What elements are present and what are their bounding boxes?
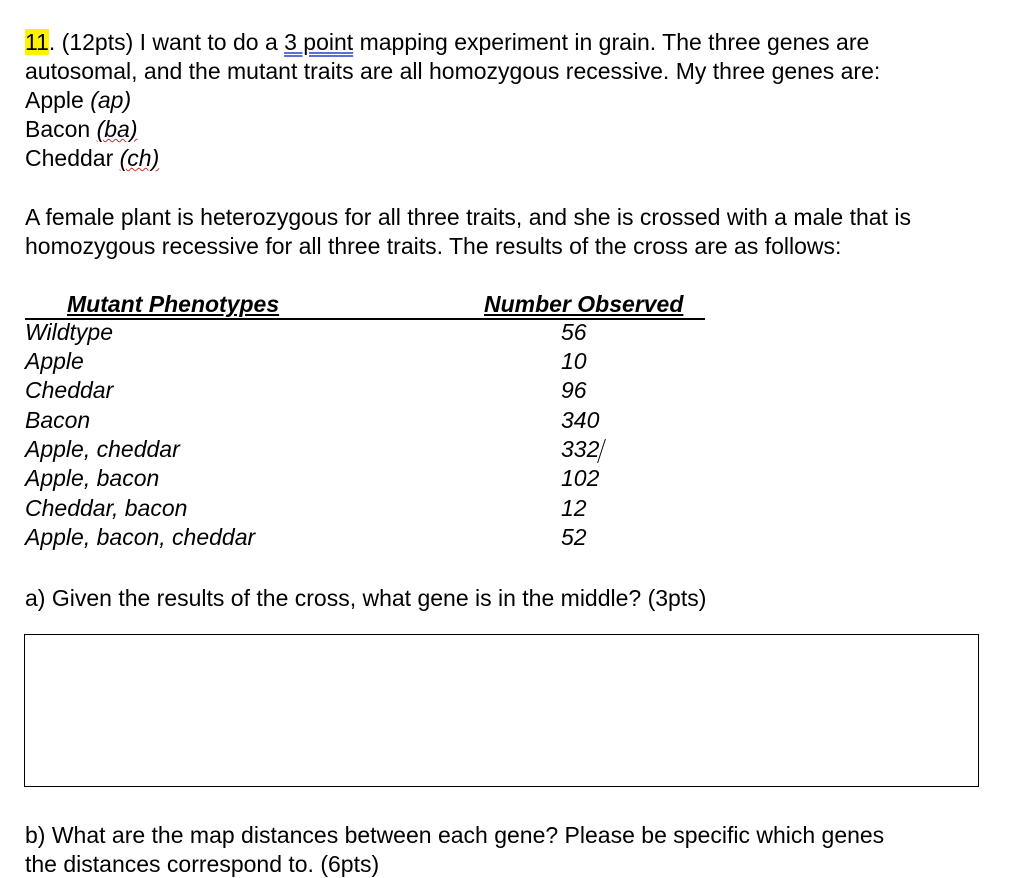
col-header-number-observed: Number Observed (484, 291, 684, 317)
table-row (25, 464, 705, 493)
count-cell: 340 (561, 407, 600, 433)
count-cell-with-cursor (561, 435, 602, 464)
table-row (25, 494, 705, 523)
table-header (25, 290, 705, 320)
gene-apple (25, 86, 131, 114)
part-a-prompt: a) Given the results of the cross, what gene is in the middle? (3pts) (25, 585, 707, 611)
gene-bacon (25, 115, 138, 143)
part-a-answer-box[interactable] (24, 634, 979, 787)
count-cell: 96 (561, 377, 587, 403)
three-point-link[interactable]: 3 point (284, 29, 354, 55)
phenotype-cell: Apple, bacon, cheddar (25, 524, 256, 550)
count-cell: 56 (561, 319, 587, 345)
phenotype-cell: Cheddar (25, 377, 114, 403)
count-cell: 52 (561, 524, 587, 550)
table-row (25, 347, 705, 376)
col-header-phenotypes: Mutant Phenotypes (67, 291, 280, 317)
count-cell: 10 (561, 348, 587, 374)
question-intro-line-2: autosomal, and the mutant traits are all homozygous recessive. My three genes are: (25, 58, 881, 84)
phenotype-cell: Apple, cheddar (25, 436, 180, 462)
gene-symbol: (ap) (90, 87, 132, 113)
table-row (25, 523, 705, 552)
intro-text-1: . (12pts) I want to do a (48, 29, 285, 55)
part-b-prompt-line-1: b) What are the map distances between each gene? Please be specific which genes (25, 822, 885, 848)
table-row (25, 406, 705, 435)
phenotype-cell: Apple, bacon (25, 465, 160, 491)
intro-text-2: mapping experiment in grain. The three genes are (353, 29, 870, 55)
gene-symbol: (ch) (119, 145, 160, 171)
gene-cheddar (25, 144, 159, 172)
phenotype-cell: Bacon (25, 407, 91, 433)
table-row (25, 435, 705, 464)
cross-description-line-1: A female plant is heterozygous for all three traits, and she is crossed with a male that is (25, 204, 911, 230)
phenotype-cell: Wildtype (25, 319, 113, 345)
gene-name: Bacon (25, 116, 91, 142)
gene-symbol: (ba) (96, 116, 138, 142)
cross-description-line-2: homozygous recessive for all three traits. The results of the cross are as follows: (25, 233, 842, 259)
question-intro-line-1 (25, 28, 869, 56)
phenotype-cell: Cheddar, bacon (25, 495, 188, 521)
phenotype-cell: Apple (25, 348, 84, 374)
table-row (25, 318, 705, 347)
part-b-prompt-line-2: the distances correspond to. (6pts) (25, 851, 380, 877)
gene-name: Apple (25, 87, 84, 113)
count-cell: 102 (561, 465, 600, 491)
question-number: 11 (25, 29, 49, 55)
gene-name: Cheddar (25, 145, 114, 171)
count-cell: 12 (561, 495, 587, 521)
count-value: 332 (561, 436, 600, 462)
table-row (25, 376, 705, 405)
